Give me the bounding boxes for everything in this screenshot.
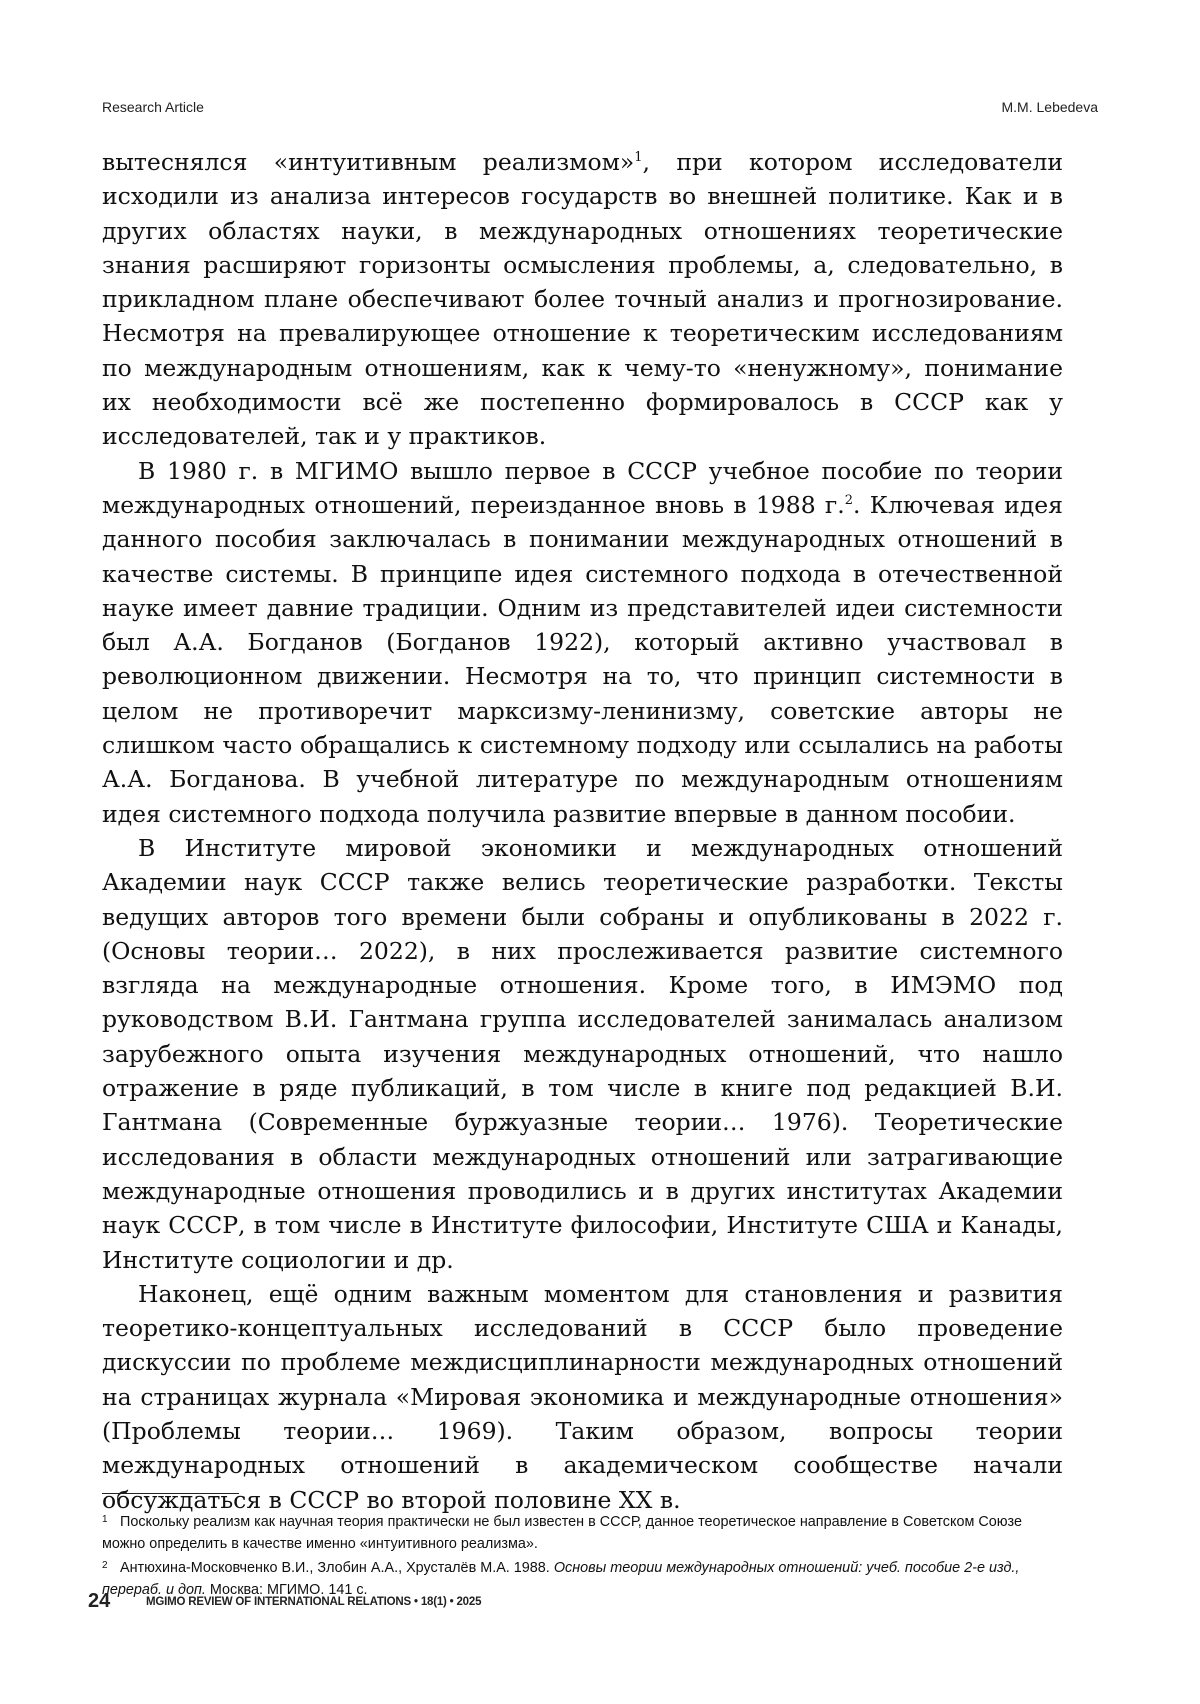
paragraph-3: В Институте мировой экономики и международных отношений Академии наук СССР также велись теоретические разработки. Тексты ведущих авторов того времени были собраны и опубликованы в 2022 г. (Основы теории… 2022), в них прослеживается развитие системного взгляда на международные отно­шения. Кроме того, в ИМЭМО под руководством В.И. Гантмана группа иссле­дователей занималась анализом зарубежного опыта изучения международных отношений, что нашло отражение в ряде публикаций, в том числе в книге под редакцией В.И. Гантмана (Современные буржуазные теории… 1976). Теорети­ческие исследования в области международных отношений или затрагивающие международные отношения проводились и в других институтах Академии наук СССР, в том числе в Институте философии, Институте США и Канады, Инсти­туте социологии и др.: [102, 831, 1063, 1277]
paragraph-1-text-start: вытеснялся «интуитивным реализмом»: [102, 148, 634, 176]
footnote-2-title: Основы теории международных отношений: учеб. пособие 2-е изд., перераб. и доп.: [102, 1560, 1019, 1598]
footnote-2: [102, 1555, 1063, 1601]
paragraph-1: [102, 145, 1063, 454]
running-header: [102, 99, 1098, 119]
journal-citation: MGIMO REVIEW OF INTERNATIONAL RELATIONS • 18(1) • 2025: [146, 1596, 481, 1608]
footnote-divider: [102, 1493, 239, 1494]
footnotes: [102, 1509, 1063, 1601]
footnote-1-number: 1: [102, 1509, 120, 1531]
footnote-2-number: 2: [102, 1555, 120, 1577]
article-type-label: Research Article: [102, 99, 204, 115]
paragraph-2: [102, 454, 1063, 831]
footnote-ref-2[interactable]: 2: [845, 493, 853, 508]
page: [0, 0, 1200, 1704]
footnote-2-authors: Антюхина-Московченко В.И., Злобин А.А., Хрусталёв М.А. 1988.: [120, 1560, 554, 1576]
page-number: 24: [88, 1590, 110, 1613]
paragraph-2-text-start: В 1980 г. в МГИМО вышло первое в СССР учебное пособие по теории меж­дународных отношений, переизданное вновь в 1988 г.: [102, 457, 1063, 519]
article-body: [102, 145, 1063, 1517]
paragraph-4: Наконец, ещё одним важным моментом для становления и развития теоретико-концептуальных исследований в СССР было проведение дискуссии по проблеме междисциплинарности международных отношений на страницах журнала «Мировая экономика и международные отношения» (Проблемы тео­рии… 1969). Таким образом, вопросы теории международных отношений в ака­демическом сообществе начали обсуждаться в СССР во второй половине XX в.: [102, 1277, 1063, 1517]
author-name: M.M. Lebedeva: [1002, 99, 1099, 115]
paragraph-1-text-end: , при котором исследователи исходили из анализа интересов государств во внешней политике. Как и в других областях науки, в международных отношениях теоретические знания расширяют гори­зонты осмысления проблемы, а, следовательно, в прикладном плане обеспечи­вают более точный анализ и прогнозирование. Несмотря на превалирующее отношение к теоретическим исследованиям по международным отношениям, как к чему-то «ненужному», понимание их необходимости всё же постепенно формировалось в СССР как у исследователей, так и у практиков.: [102, 148, 1063, 450]
footnote-ref-1[interactable]: 1: [634, 150, 642, 165]
paragraph-2-text-end: . Ключевая идея данно­го пособия заключалась в понимании международных отношений в качестве системы. В принципе идея системного подхода в отечественной науке имеет давние традиции. Одним из представителей идеи системности был А.А. Богда­нов (Богданов 1922), который активно участвовал в революционном движении. Несмотря на то, что принцип системности в целом не противоречит марксиз­му-ленинизму, советские авторы не слишком часто обращались к системно­му подходу или ссылались на работы А.А. Богданова. В учебной литературе по международным отношениям идея системного подхода получила развитие впервые в данном пособии.: [102, 491, 1063, 828]
footnote-1: [102, 1509, 1063, 1555]
footnote-2-publisher: Москва: МГИМО. 141 с.: [206, 1582, 368, 1598]
footnote-1-text: Поскольку реализм как научная теория практически не был известен в СССР, данное теоретическое направление в Советском Союзе можно определить в качестве именно «интуитивного реализма».: [102, 1514, 1022, 1552]
